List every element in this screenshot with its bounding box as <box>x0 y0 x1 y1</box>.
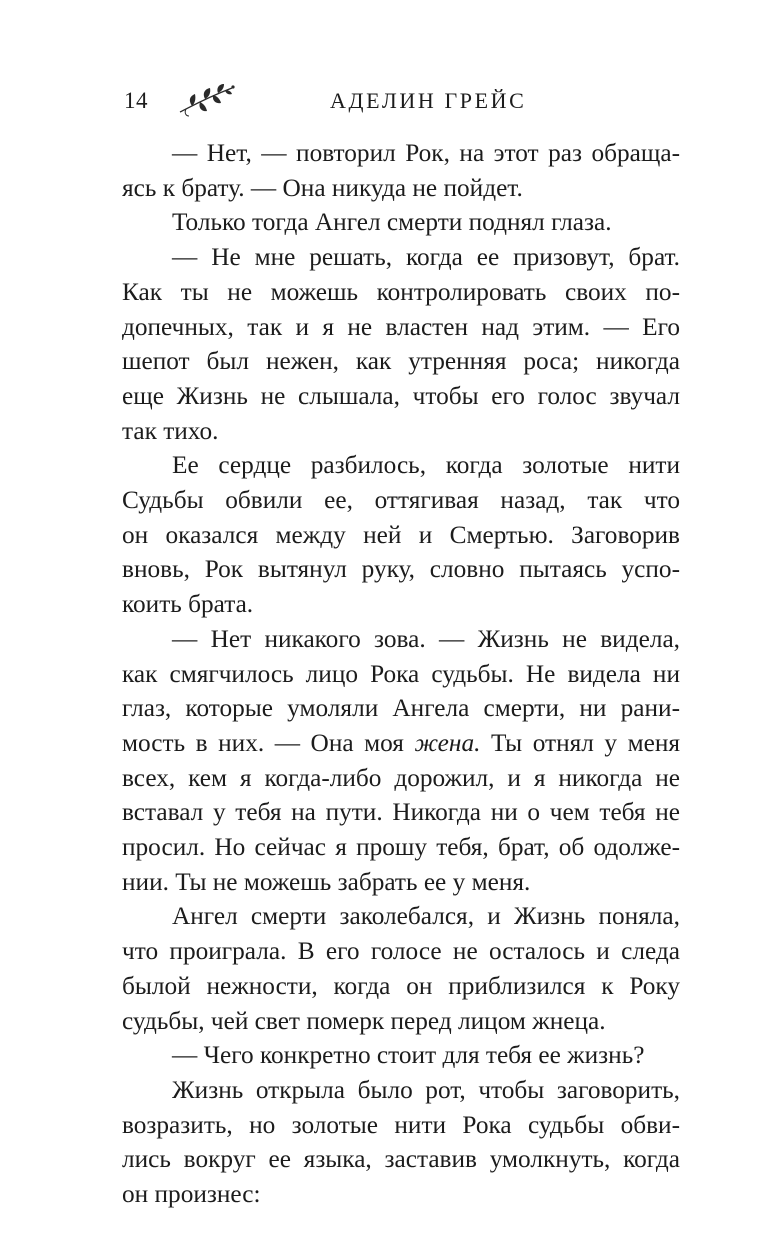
text-line: вновь, Рок вытянул руку, словно пытаясь успо- <box>122 555 680 584</box>
text-segment: Ты отнял у меня <box>480 728 681 757</box>
text-line: еще Жизнь не слышала, чтобы его голос звучал <box>122 381 680 410</box>
text-line: Как ты не можешь контролировать своих по- <box>122 277 680 306</box>
text-line: он произнес: <box>122 1180 261 1209</box>
text-line: былой нежности, когда он приблизился к Року <box>122 971 680 1000</box>
text-line: — Не мне решать, когда ее призовут, брат. <box>172 243 680 272</box>
text-line: он оказался между ней и Смертью. Заговорив <box>122 520 680 549</box>
text-segment: мость в них. — Она моя <box>122 728 415 757</box>
running-title: АДЕЛИН ГРЕЙС <box>330 88 527 113</box>
text-line: шепот был нежен, как утренняя роса; никогда <box>122 347 680 376</box>
text-line: просил. Но сейчас я прошу тебя, брат, об одолже- <box>122 833 680 862</box>
page-body <box>122 136 680 1212</box>
text-line: лись вокруг ее языка, заставив умолкнуть, когда <box>122 1145 680 1174</box>
text-line: — Нет никакого зова. — Жизнь не видела, <box>172 624 680 653</box>
text-line: Только тогда Ангел смерти поднял глаза. <box>172 208 612 237</box>
page-number: 14 <box>124 88 148 113</box>
text-line: так тихо. <box>122 416 219 445</box>
text-line: Ее сердце разбилось, когда золотые нити <box>172 451 680 480</box>
text-line: Судьбы обвили ее, оттягивая назад, так что <box>122 486 680 515</box>
text-line: ясь к брату. — Она никуда не пойдет. <box>122 173 523 202</box>
text-line: судьбы, чей свет померк перед лицом жнеца. <box>122 1006 606 1035</box>
text-line: вставал у тебя на пути. Никогда ни о чем тебя не <box>122 798 680 827</box>
text-line: — Чего конкретно стоит для тебя ее жизнь? <box>172 1041 645 1070</box>
text-line: нии. Ты не можешь забрать ее у меня. <box>122 867 531 896</box>
text-line: допечных, так и я не властен над этим. — Его <box>122 312 680 341</box>
leaf-branch-icon <box>178 82 236 118</box>
text-line: Ангел смерти заколебался, и Жизнь поняла, <box>172 902 680 931</box>
text-line: — Нет, — повторил Рок, на этот раз обраща- <box>172 139 680 167</box>
text-line: как смягчилось лицо Рока судьбы. Не видела ни <box>122 659 680 688</box>
text-line: что проиграла. В его голосе не осталось и следа <box>122 937 680 966</box>
text-line: всех, кем я когда-либо дорожил, и я никогда не <box>122 763 680 792</box>
italic-word: жена. <box>414 728 481 757</box>
text-line: возразить, но золотые нити Рока судьбы обви- <box>122 1110 680 1139</box>
text-line: коить брата. <box>122 590 254 619</box>
text-line <box>122 726 680 761</box>
text-line: Жизнь открыла было рот, чтобы заговорить, <box>172 1075 680 1104</box>
text-line: глаз, которые умоляли Ангела смерти, ни рани- <box>122 694 680 723</box>
